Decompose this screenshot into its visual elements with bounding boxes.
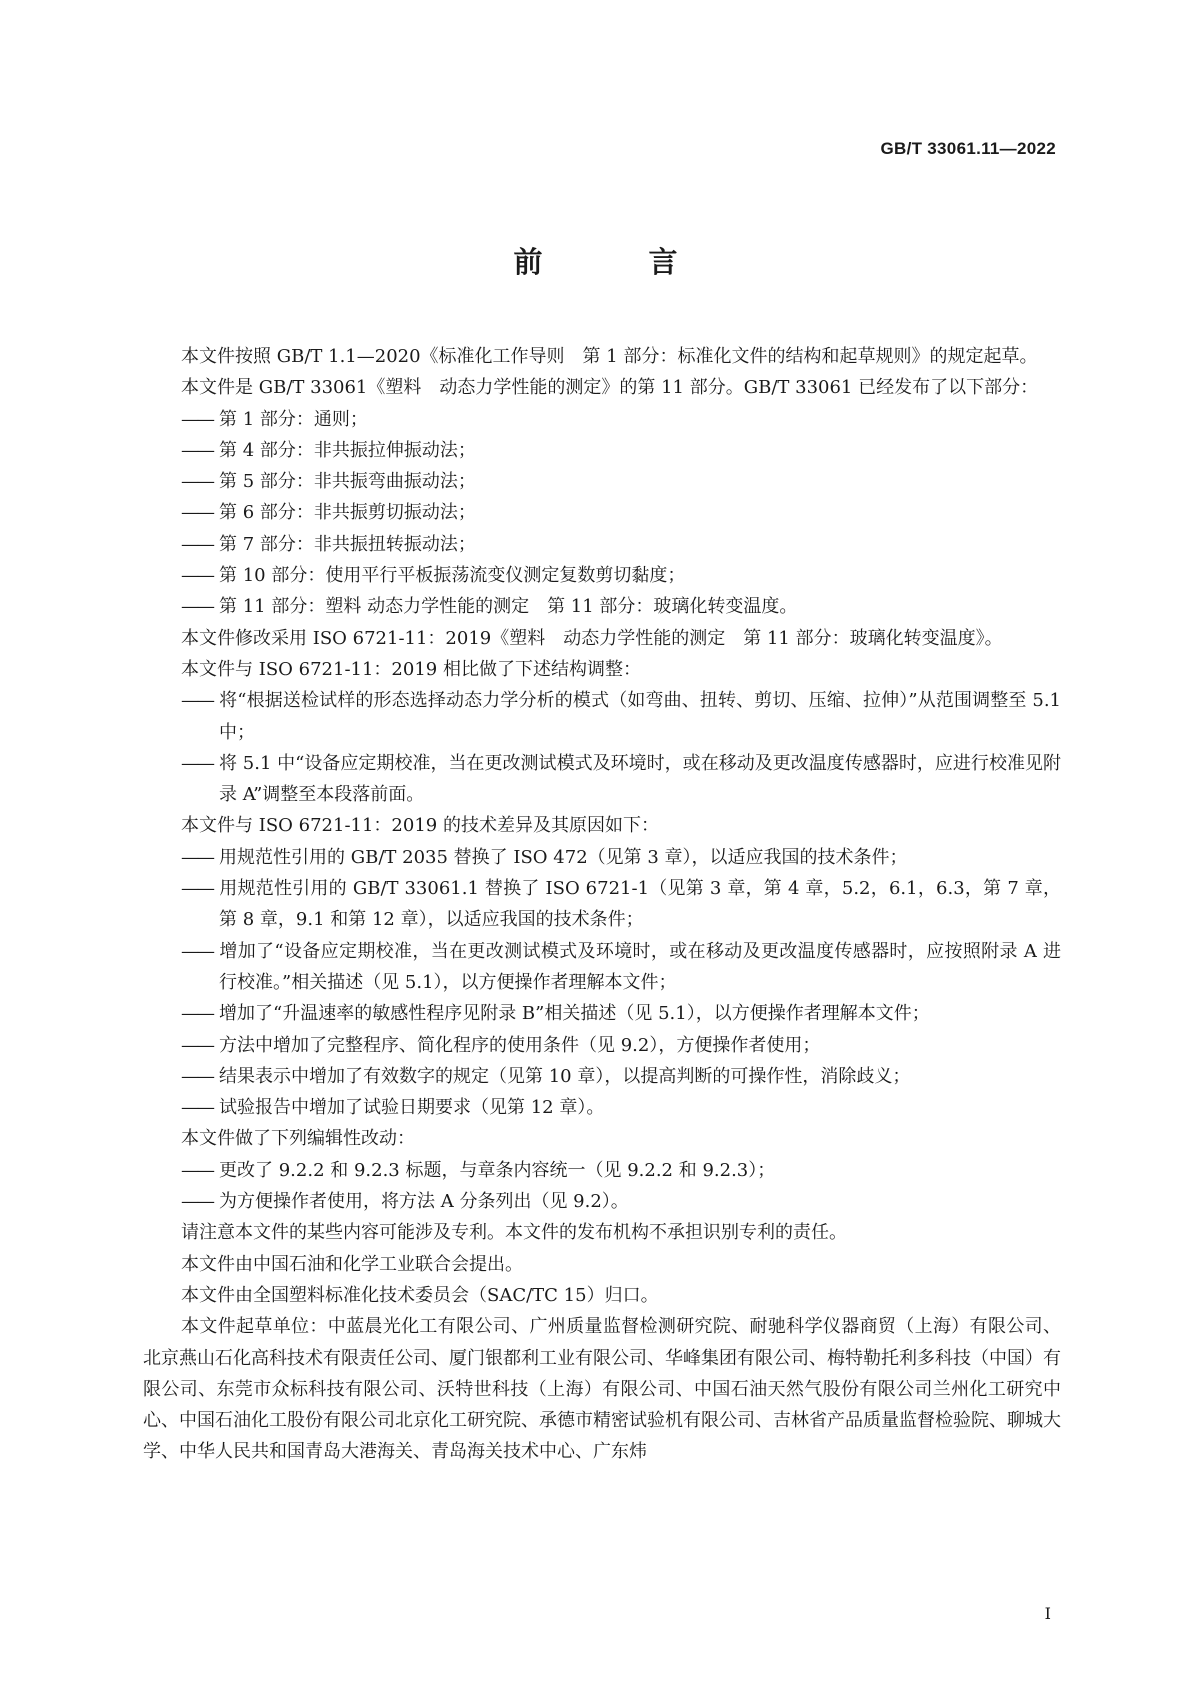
list-dash: —— bbox=[181, 878, 213, 900]
document-body bbox=[143, 341, 1061, 1468]
list-item bbox=[143, 1186, 1061, 1217]
list-dash: —— bbox=[181, 439, 213, 461]
paragraph-text: 本文件按照 GB/T 1.1—2020《标准化工作导则 第 1 部分：标准化文件的结构和起草规则》的规定起草。 bbox=[181, 346, 1038, 367]
list-dash: —— bbox=[181, 502, 213, 524]
list-item bbox=[143, 685, 1061, 748]
paragraph bbox=[143, 1280, 1061, 1311]
list-item bbox=[143, 936, 1061, 999]
list-item bbox=[143, 404, 1061, 435]
paragraph-text: 第 11 部分：塑料 动态力学性能的测定 第 11 部分：玻璃化转变温度。 bbox=[219, 596, 798, 618]
paragraph-text: 本文件是 GB/T 33061《塑料 动态力学性能的测定》的第 11 部分。GB/T 33061 已经发布了以下部分： bbox=[181, 377, 1039, 399]
list-item bbox=[143, 497, 1061, 528]
page-title: 前 言 bbox=[513, 245, 726, 279]
list-item bbox=[143, 1030, 1061, 1061]
paragraph bbox=[143, 341, 1061, 372]
list-dash: —— bbox=[181, 1097, 213, 1119]
paragraph-text: 第 5 部分：非共振弯曲振动法； bbox=[219, 471, 476, 493]
list-item bbox=[143, 591, 1061, 622]
list-dash: —— bbox=[181, 1191, 213, 1213]
paragraph bbox=[143, 623, 1061, 654]
list-item bbox=[143, 560, 1061, 591]
paragraph-text: 本文件修改采用 ISO 6721-11：2019《塑料 动态力学性能的测定 第 11 部分：玻璃化转变温度》。 bbox=[181, 627, 1003, 649]
list-item bbox=[143, 842, 1061, 873]
list-dash: —— bbox=[181, 408, 213, 430]
paragraph-text: 第 7 部分：非共振扭转振动法； bbox=[219, 533, 476, 555]
list-item bbox=[143, 1092, 1061, 1123]
list-item bbox=[143, 466, 1061, 497]
paragraph bbox=[143, 810, 1061, 841]
list-dash: —— bbox=[181, 846, 213, 868]
paragraph-text: 第 6 部分：非共振剪切振动法； bbox=[219, 502, 476, 524]
list-item bbox=[143, 1155, 1061, 1186]
list-dash: —— bbox=[181, 596, 213, 618]
list-dash: —— bbox=[181, 690, 213, 712]
paragraph-text: 本文件由全国塑料标准化技术委员会（SAC/TC 15）归口。 bbox=[181, 1284, 659, 1306]
list-dash: —— bbox=[181, 1159, 213, 1181]
paragraph-text: 本文件起草单位：中蓝晨光化工有限公司、广州质量监督检测研究院、耐驰科学仪器商贸（上海）有限公司、北京燕山石化高科技术有限责任公司、厦门银都利工业有限公司、华峰集团有限公司、梅特勒托利多科技（中国）有限公司、东莞市众标科技有限公司、沃特世科技（上海）有限公司、中国石油天然气股份有限公司兰州化工研究中心、中国石油化工股份有限公司北京化工研究院、承德市精密试验机有限公司、吉林省产品质量监督检验院、聊城大学、中华人民共和国青岛大港海关、青岛海关技术中心、广东炜 bbox=[143, 1316, 1061, 1463]
list-dash: —— bbox=[181, 752, 213, 774]
paragraph-text: 试验报告中增加了试验日期要求（见第 12 章）。 bbox=[219, 1097, 605, 1119]
list-dash: —— bbox=[181, 471, 213, 493]
paragraph-text: 增加了“升温速率的敏感性程序见附录 B”相关描述（见 5.1），以方便操作者理解本文件； bbox=[219, 1003, 930, 1025]
paragraph-text: 增加了“设备应定期校准，当在更改测试模式及环境时，或在移动及更改温度传感器时，应按照附录 A 进行校准。”相关描述（见 5.1），以方便操作者理解本文件； bbox=[219, 940, 1061, 993]
list-item bbox=[143, 529, 1061, 560]
list-item bbox=[143, 1061, 1061, 1092]
paragraph-text: 结果表示中增加了有效数字的规定（见第 10 章），以提高判断的可操作性，消除歧义； bbox=[219, 1065, 911, 1087]
list-item bbox=[143, 435, 1061, 466]
paragraph-text: 本文件与 ISO 6721-11：2019 的技术差异及其原因如下： bbox=[181, 815, 659, 837]
paragraph-text: 请注意本文件的某些内容可能涉及专利。本文件的发布机构不承担识别专利的责任。 bbox=[181, 1222, 847, 1244]
page-number: I bbox=[1044, 1604, 1051, 1623]
list-item bbox=[143, 998, 1061, 1029]
list-dash: —— bbox=[181, 533, 213, 555]
list-dash: —— bbox=[181, 940, 213, 962]
paragraph-text: 用规范性引用的 GB/T 2035 替换了 ISO 472（见第 3 章），以适应我国的技术条件； bbox=[219, 846, 908, 868]
standard-code: GB/T 33061.11—2022 bbox=[880, 139, 1056, 158]
paragraph bbox=[143, 1217, 1061, 1248]
paragraph bbox=[143, 1123, 1061, 1154]
paragraph bbox=[143, 654, 1061, 685]
paragraph-text: 将 5.1 中“设备应定期校准，当在更改测试模式及环境时，或在移动及更改温度传感器时，应进行校准见附录 A”调整至本段落前面。 bbox=[219, 752, 1061, 806]
paragraph-text: 第 1 部分：通则； bbox=[219, 408, 368, 430]
paragraph bbox=[143, 1249, 1061, 1280]
paragraph-text: 本文件做了下列编辑性改动： bbox=[181, 1128, 415, 1150]
paragraph-text: 用规范性引用的 GB/T 33061.1 替换了 ISO 6721-1（见第 3 章，第 4 章，5.2，6.1，6.3，第 7 章，第 8 章，9.1 和第 12 章），以适应我国的技术条件； bbox=[219, 878, 1061, 931]
list-dash: —— bbox=[181, 1065, 213, 1087]
paragraph bbox=[143, 1311, 1061, 1467]
paragraph bbox=[143, 372, 1061, 403]
paragraph-text: 更改了 9.2.2 和 9.2.3 标题，与章条内容统一（见 9.2.2 和 9.2.3）； bbox=[219, 1159, 776, 1181]
paragraph-text: 第 10 部分：使用平行平板振荡流变仪测定复数剪切黏度； bbox=[219, 565, 686, 587]
paragraph-text: 方法中增加了完整程序、简化程序的使用条件（见 9.2），方便操作者使用； bbox=[219, 1034, 821, 1056]
list-item bbox=[143, 873, 1061, 936]
paragraph-text: 将“根据送检试样的形态选择动态力学分析的模式（如弯曲、扭转、剪切、压缩、拉伸）”从范围调整至 5.1 中； bbox=[219, 690, 1061, 743]
list-dash: —— bbox=[181, 1034, 213, 1056]
paragraph-text: 本文件与 ISO 6721-11：2019 相比做了下述结构调整： bbox=[181, 658, 641, 680]
list-item bbox=[143, 748, 1061, 811]
paragraph-text: 为方便操作者使用，将方法 A 分条列出（见 9.2）。 bbox=[219, 1191, 629, 1213]
paragraph-text: 本文件由中国石油和化学工业联合会提出。 bbox=[181, 1253, 523, 1275]
paragraph-text: 第 4 部分：非共振拉伸振动法； bbox=[219, 439, 476, 461]
list-dash: —— bbox=[181, 1003, 213, 1025]
list-dash: —— bbox=[181, 565, 213, 587]
